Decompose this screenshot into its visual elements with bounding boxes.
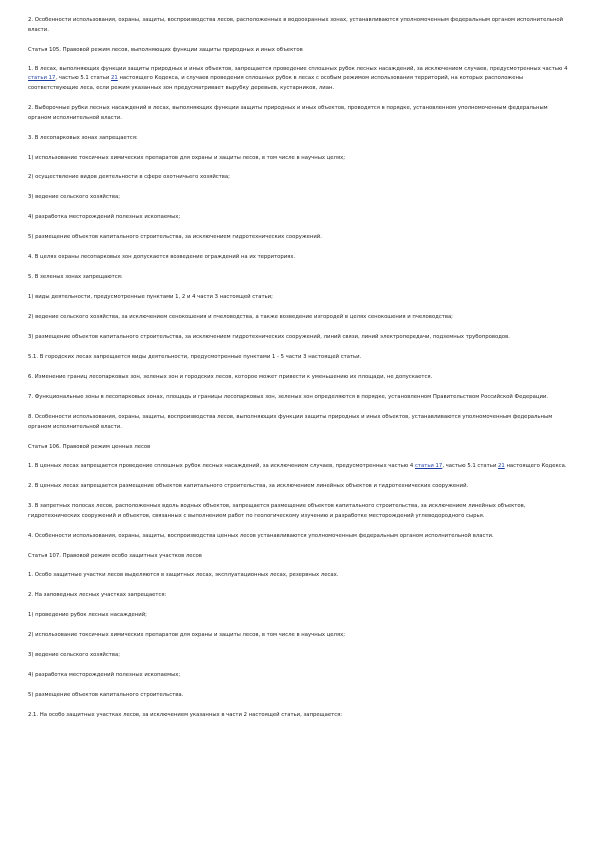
paragraph	[28, 671, 569, 681]
article-heading	[28, 552, 569, 562]
paragraph-text: 1) использование токсичных химических препаратов для охраны и защиты лесов, в том числе в научных целях;	[28, 154, 346, 161]
paragraph	[28, 154, 569, 164]
paragraph-text: 6. Изменение границ лесопарковых зон, зеленых зон и городских лесов, которое может привести к уменьшению их площади, не допускается.	[28, 374, 433, 381]
paragraph	[28, 65, 569, 94]
paragraph-text: 3) размещение объектов капитального строительства, за исключением гидротехнических сооружений, линий связи, линий электропередачи, подземных трубопроводов.	[28, 334, 510, 341]
paragraph	[28, 393, 569, 403]
paragraph-text: настоящего Кодекса, и случаев проведения сплошных рубок в лесах с особым режимом использования территорий, на которых расположены соответствующие леса, если режим указанных зон предусматривает вырубку деревьев, кустарников, лиан.	[28, 75, 524, 91]
paragraph	[28, 631, 569, 641]
paragraph-text: 4) разработка месторождений полезных ископаемых;	[28, 671, 181, 678]
paragraph	[28, 253, 569, 263]
paragraph-text: Статья 106. Правовой режим ценных лесов	[28, 443, 151, 450]
paragraph-text: 1. Особо защитные участки лесов выделяются в защитных лесах, эксплуатационных лесах, резервных лесах.	[28, 571, 339, 578]
paragraph	[28, 482, 569, 492]
paragraph	[28, 333, 569, 343]
paragraph-text: 4. Особенности использования, охраны, защиты, воспроизводства ценных лесов устанавливаются уполномоченным федеральным органом исполнительной власти.	[28, 532, 494, 539]
paragraph	[28, 651, 569, 661]
paragraph-text: Статья 105. Правовой режим лесов, выполняющих функции защиты природных и иных объектов	[28, 46, 303, 53]
paragraph	[28, 273, 569, 283]
paragraph	[28, 611, 569, 621]
article-heading	[28, 46, 569, 56]
paragraph-text: 3. В лесопарковых зонах запрещается:	[28, 134, 138, 141]
paragraph	[28, 193, 569, 203]
paragraph-text: 5. В зеленых зонах запрещаются:	[28, 274, 123, 281]
paragraph-text: 3) ведение сельского хозяйства;	[28, 651, 120, 658]
paragraph-text: 2. На заповедных лесных участках запрещается:	[28, 591, 167, 598]
paragraph-text: 1. В лесах, выполняющих функции защиты природных и иных объектов, запрещается проведение сплошных рубок лесных насаждений, за исключением случаев, предусмотренных частью 4	[28, 65, 568, 72]
paragraph-text: 2. Особенности использования, охраны, защиты, воспроизводства лесов, расположенных в водоохранных зонах, устанавливаются уполномоченным федеральным органом исполнительной власти.	[28, 17, 564, 33]
paragraph-text: , частью 5.1 статьи	[55, 75, 112, 82]
paragraph	[28, 233, 569, 243]
paragraph	[28, 353, 569, 363]
paragraph	[28, 691, 569, 701]
paragraph-text: 2.1. На особо защитных участках лесов, за исключением указанных в части 2 настоящей статьи, запрещается:	[28, 711, 343, 718]
paragraph	[28, 532, 569, 542]
paragraph	[28, 313, 569, 323]
paragraph	[28, 373, 569, 383]
paragraph	[28, 134, 569, 144]
paragraph-text: 1) проведение рубок лесных насаждений;	[28, 611, 147, 618]
paragraph-text: 1. В ценных лесах запрещается проведение сплошных рубок лесных насаждений, за исключением случаев, предусмотренных частью 4	[28, 463, 415, 470]
article-heading	[28, 443, 569, 453]
paragraph-text: 3) ведение сельского хозяйства;	[28, 194, 120, 201]
paragraph	[28, 104, 569, 123]
paragraph-text: 3. В запретных полосах лесов, расположенных вдоль водных объектов, запрещается размещение объектов капитального строительства, за исключением линейных объектов, гидротехнических сооружений и объектов, связанных с выполнением работ по геологическому изучению и разработке месторождений углеводородного сырья.	[28, 503, 526, 519]
paragraph	[28, 173, 569, 183]
paragraph	[28, 462, 569, 472]
paragraph-text: Статья 107. Правовой режим особо защитных участков лесов	[28, 552, 202, 559]
paragraph	[28, 502, 569, 521]
paragraph-text: 5) размещение объектов капитального строительства.	[28, 691, 184, 698]
paragraph	[28, 711, 569, 721]
cross-reference-link[interactable]: 21	[111, 75, 118, 82]
paragraph-text: 4) разработка месторождений полезных ископаемых;	[28, 214, 181, 221]
paragraph-text: 1) виды деятельности, предусмотренные пунктами 1, 2 и 4 части 3 настоящей статьи;	[28, 294, 273, 301]
paragraph-text: 5.1. В городских лесах запрещается виды деятельности, предусмотренные пунктами 1 - 5 части 3 настоящей статьи.	[28, 354, 362, 361]
cross-reference-link[interactable]: 21	[498, 463, 505, 470]
paragraph	[28, 413, 569, 432]
paragraph-text: 2) ведение сельского хозяйства, за исключением сенокошения и пчеловодства, а также возведение изгородей в целях сенокошения и пчеловодства;	[28, 314, 453, 321]
paragraph	[28, 293, 569, 303]
paragraph-text: 2) использование токсичных химических препаратов для охраны и защиты лесов, в том числе в научных целях;	[28, 631, 346, 638]
paragraph-text: 8. Особенности использования, охраны, защиты, воспроизводства лесов, выполняющих функции защиты природных и иных объектов, устанавливаются уполномоченным федеральным органом исполнительной власти.	[28, 414, 553, 430]
paragraph	[28, 16, 569, 35]
paragraph-text: 2. Выборочные рубки лесных насаждений в лесах, выполняющих функции защиты природных и иных объектов, проводятся в порядке, установленном уполномоченным федеральным органом исполнительной власти.	[28, 104, 548, 121]
cross-reference-link[interactable]: статьи 17	[28, 75, 56, 82]
paragraph	[28, 571, 569, 581]
paragraph-text: , частью 5.1 статьи	[442, 463, 499, 470]
paragraph-text: 5) размещение объектов капитального строительства, за исключением гидротехнических сооружений.	[28, 234, 322, 241]
paragraph	[28, 213, 569, 223]
paragraph	[28, 591, 569, 601]
paragraph-text: 2. В ценных лесах запрещается размещение объектов капитального строительства, за исключением линейных объектов и гидротехнических сооружений.	[28, 483, 469, 490]
paragraph-text: 2) осуществление видов деятельности в сфере охотничьего хозяйства;	[28, 174, 230, 181]
paragraph-text: настоящего Кодекса.	[504, 463, 567, 470]
paragraph-text: 7. Функциональные зоны в лесопарковых зонах, площадь и границы лесопарковых зон, зеленых зон определяются в порядке, установленном Правительством Российской Федерации.	[28, 394, 549, 401]
paragraph-text: 4. В целях охраны лесопарковых зон допускается возведение ограждений на их территориях.	[28, 254, 296, 261]
cross-reference-link[interactable]: статьи 17	[414, 463, 443, 470]
